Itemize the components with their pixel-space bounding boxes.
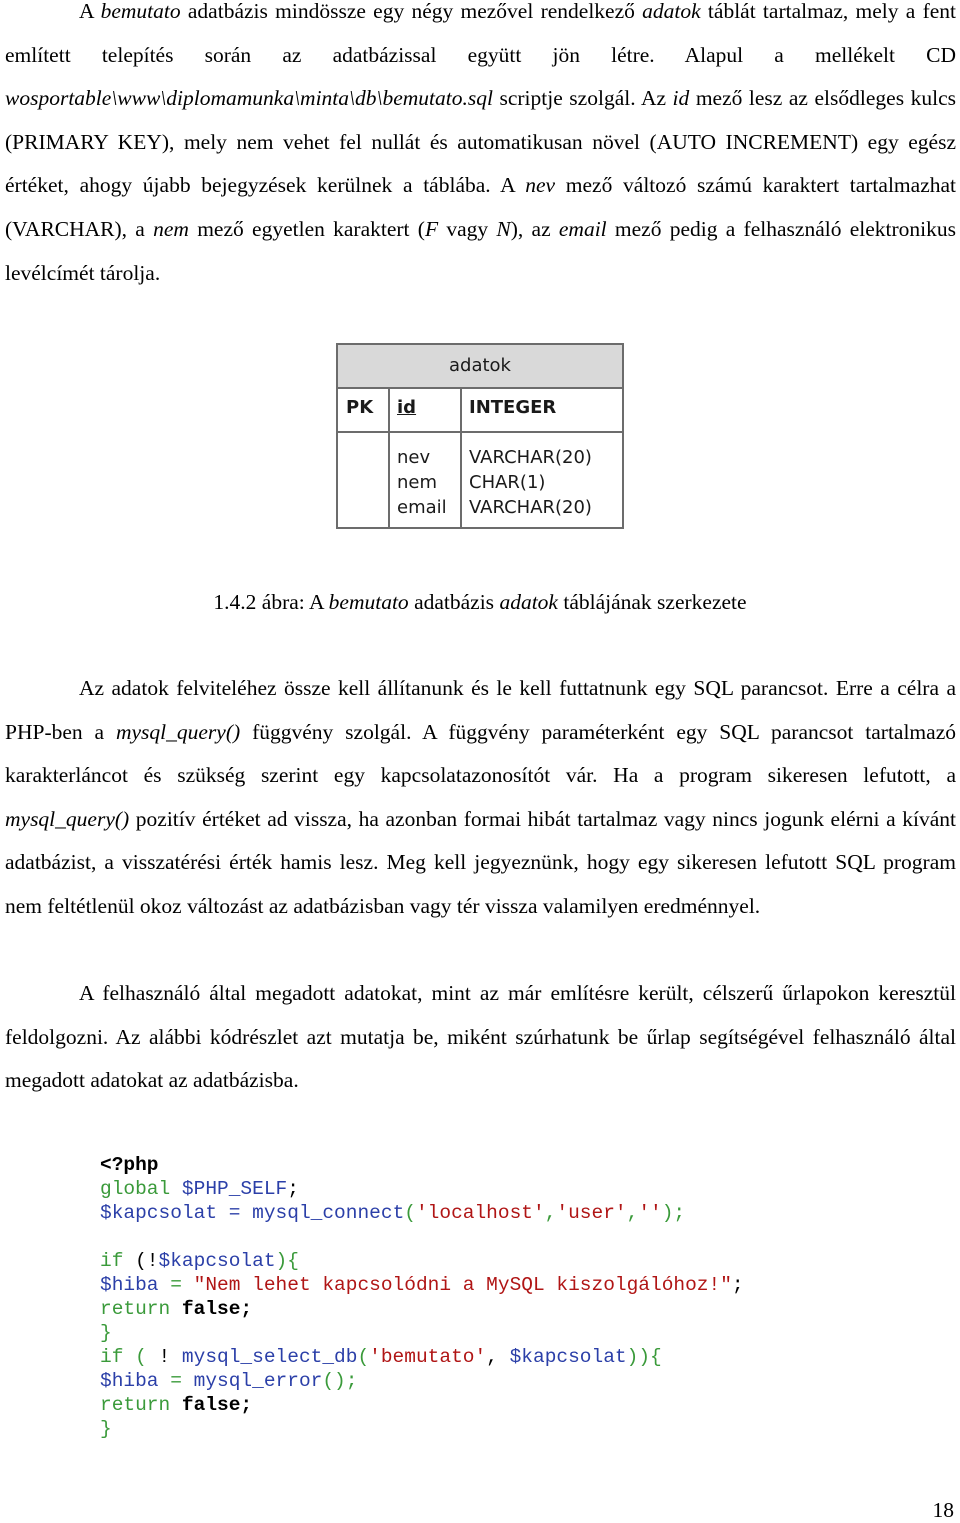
column-name: email (397, 497, 447, 518)
column-type: VARCHAR(20) (469, 497, 592, 518)
page-number: 18 (932, 1498, 954, 1522)
column-names (397, 445, 447, 520)
table-schema-figure (336, 343, 624, 529)
primary-key-type: INTEGER (469, 397, 557, 418)
figure-divider (460, 387, 462, 527)
figure-divider (338, 431, 622, 433)
column-name: nev (397, 447, 431, 468)
primary-key-label: PK (346, 397, 374, 418)
figure-caption: 1.4.2 ábra: A bemutato adatbázis adatok táblájának szerkezete (213, 590, 747, 614)
paragraph-mysql-query: Az adatok felviteléhez össze kell állítanunk és le kell futtatnunk egy SQL parancsot. Erre a célra a PHP-ben a mysql_query() függvény szolgál. A függvény paraméterként egy SQL parancsot tartalmazó karakterláncot és szükség szerint egy kapcsolatazonosítót vár. Ha a program sikeresen lefutott, a mysql_query() pozitív értéket ad vissza, ha azonban formai hibát tartalmaz vagy nincs jogunk elérni a kívánt adatbázist, a visszatérési érték hamis lesz. Meg kell jegyeznünk, hogy egy sikeresen lefutott SQL program nem feltétlenül okoz változást az adatbázisban vagy tér vissza valamilyen eredménnyel. (5, 676, 956, 918)
code-php-open: <?php (100, 1154, 159, 1176)
paragraph-table-description: A bemutato adatbázis mindössze egy négy mezővel rendelkező adatok táblát tartalmaz, mely a fent említett telepítés során az adatbázissal együtt jön létre. Alapul a mellékelt CD wosportable\www\diplomamunka\minta\db\bemutato.sql scriptje szolgál. Az id mező lesz az elsődleges kulcs (PRIMARY KEY), mely nem vehet fel nullát és automatikusan növel (AUTO INCREMENT) egy egész értéket, ahogy újabb bejegyzések kerülnek a táblába. A nev mező változó számú karaktert tartalmazhat (VARCHAR), a nem mező egyetlen karaktert (F vagy N), az email mező pedig a felhasználó elektronikus levélcímét tárolja. (5, 0, 957, 285)
paragraph-form-intro: A felhasználó által megadott adatokat, mint az már említésre került, célszerű űrlapokon keresztül feldolgozni. Az alábbi kódrészlet azt mutatja be, miként szúrhatunk be űrlap segítségével felhasználó által megadott adatokat az adatbázisba. (5, 981, 956, 1093)
column-type: CHAR(1) (469, 472, 546, 493)
figure-divider (388, 387, 390, 527)
column-types (469, 445, 592, 520)
table-name-header: adatok (338, 345, 622, 389)
column-type: VARCHAR(20) (469, 447, 592, 468)
code-listing: <?php global $PHP_SELF; $kapcsolat = mysql_connect('localhost','user',''); if (!$kapcsolat){ $hiba = "Nem lehet kapcsolódni a MySQL kiszolgálóhoz!"; return false; } if ( ! mysql_select_db('bemutato', $kapcsolat)){ $hiba = mysql_error(); return false; } (100, 1154, 744, 1440)
primary-key-column: id (397, 397, 417, 418)
column-name: nem (397, 472, 438, 493)
